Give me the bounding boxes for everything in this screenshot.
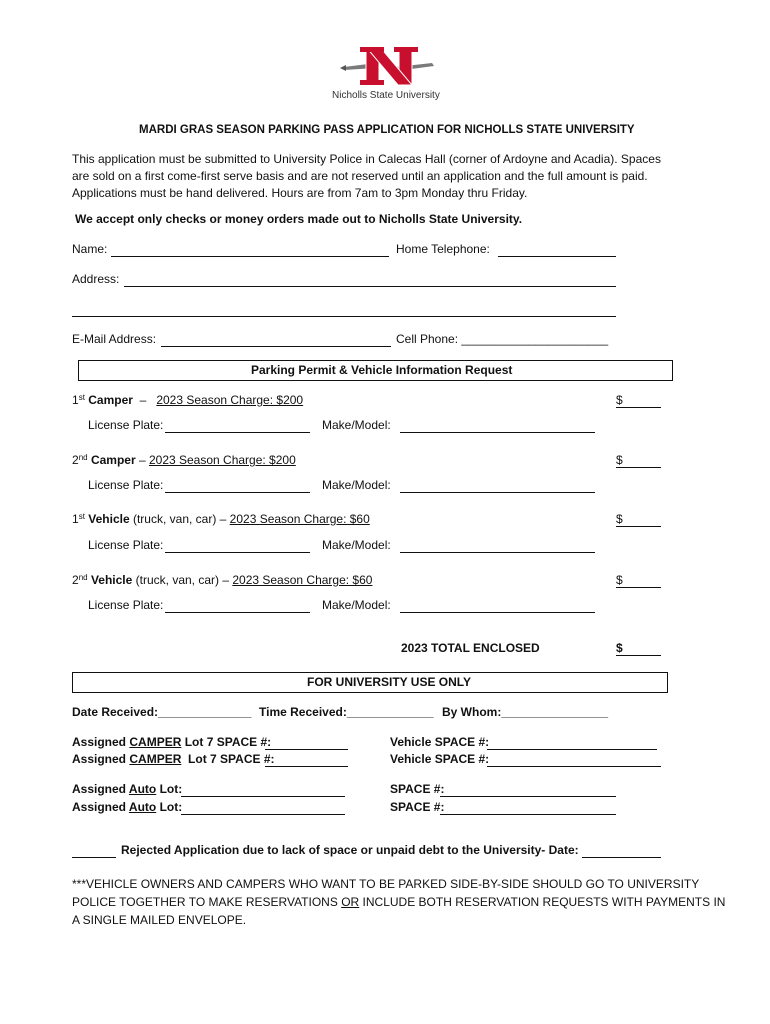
item-sup: st [78,512,85,521]
item-2nd-vehicle [72,573,372,588]
item-dollar: $ [616,512,623,526]
make-model-label: Make/Model: [322,598,391,612]
assigned-label: Assigned [72,800,129,814]
item-1st-vehicle [72,512,370,527]
university-use-header: FOR UNIVERSITY USE ONLY [307,675,472,689]
vehicle-space-label-1: Vehicle SPACE #: [390,735,490,749]
form-title: MARDI GRAS SEASON PARKING PASS APPLICATION FOR NICHOLLS STATE UNIVERSITY [139,124,635,136]
logo-text: Nicholls State University [332,90,440,101]
make-model-field-1[interactable] [400,432,595,433]
rejected-date-field[interactable] [582,857,661,858]
lot-label: Lot: [156,800,183,814]
nicholls-n-logo [336,44,446,88]
footer-part: INCLUDE BOTH RESERVATION REQUESTS WITH PAYMENTS IN [359,895,726,909]
auto-label: Auto [128,782,157,796]
amount-field-4[interactable] [616,587,661,588]
item-charge: 2023 Season Charge: $200 [156,393,304,407]
item-sep: – [132,393,153,407]
item-dollar: $ [616,453,623,467]
total-dollar: $ [616,641,623,655]
license-plate-field-2[interactable] [165,492,310,493]
item-charge: 2023 Season Charge: $200 [148,453,296,467]
assigned-label: Assigned [72,752,130,766]
address-field-1[interactable] [124,286,616,287]
rejected-label: Rejected Application due to lack of space or unpaid debt to the University- Date: [121,843,579,857]
space-label-1: SPACE #: [390,782,445,796]
total-label: 2023 TOTAL ENCLOSED [401,641,540,655]
lot-label: Lot 7 SPACE #: [181,752,275,766]
space-field-2[interactable] [440,814,616,815]
permit-header: Parking Permit & Vehicle Information Request [251,363,513,377]
make-model-label: Make/Model: [322,538,391,552]
item-ord: 1 [72,393,79,407]
make-model-field-2[interactable] [400,492,595,493]
license-plate-label: License Plate: [88,478,164,492]
camper-space-field-1[interactable] [265,749,348,750]
item-sup: nd [78,453,88,462]
item-label: Camper [90,453,136,467]
auto-lot-field-2[interactable] [181,814,345,815]
home-phone-label: Home Telephone: [396,242,490,256]
vehicle-space-field-1[interactable] [487,749,657,750]
date-received-field[interactable]: Date Received:______________ [72,705,252,719]
university-logo [332,44,446,106]
intro-line-3: Applications must be hand delivered. Hours are from 7am to 3pm Monday thru Friday. [72,186,528,200]
assigned-label: Assigned [72,735,130,749]
item-ord: 1 [72,512,79,526]
camper-space-field-2[interactable] [265,766,348,767]
item-charge: 2023 Season Charge: $60 [229,512,370,526]
item-ord: 2 [72,453,79,467]
by-whom-field[interactable]: By Whom:________________ [442,705,609,719]
name-field[interactable] [111,256,389,257]
amount-field-2[interactable] [616,467,661,468]
item-sep: – [135,453,149,467]
make-model-label: Make/Model: [322,418,391,432]
assigned-auto-1 [72,782,182,797]
make-model-field-4[interactable] [400,612,595,613]
item-charge: 2023 Season Charge: $60 [232,573,373,587]
footer-part: POLICE TOGETHER TO MAKE RESERVATIONS [72,895,342,909]
footer-line-3: A SINGLE MAILED ENVELOPE. [72,913,247,927]
amount-field-3[interactable] [616,526,661,527]
license-plate-label: License Plate: [88,598,164,612]
assigned-camper-2 [72,752,275,767]
assigned-auto-2 [72,800,182,815]
rejected-check-field[interactable] [72,857,116,858]
lot-label: Lot: [156,782,183,796]
camper-label: CAMPER [129,752,182,766]
item-2nd-camper [72,453,296,468]
amount-field-1[interactable] [616,407,661,408]
address-label: Address: [72,272,120,286]
email-label: E-Mail Address: [72,332,157,346]
lot-label: Lot 7 SPACE #: [181,735,272,749]
item-ord: 2 [72,573,79,587]
item-label: Vehicle [88,512,130,526]
assigned-label: Assigned [72,782,129,796]
license-plate-label: License Plate: [88,538,164,552]
make-model-field-3[interactable] [400,552,595,553]
license-plate-field-4[interactable] [165,612,310,613]
item-desc: (truck, van, car) – [132,573,233,587]
item-label: Camper [88,393,133,407]
home-phone-field[interactable] [498,256,616,257]
item-sup: st [78,393,85,402]
license-plate-label: License Plate: [88,418,164,432]
intro-line-2: are sold on a first come-first serve basis and are not reserved until an application and the full amount is paid. [72,169,648,183]
item-label: Vehicle [90,573,133,587]
space-label-2: SPACE #: [390,800,445,814]
cell-phone-field[interactable]: Cell Phone: ______________________ [396,332,609,346]
item-1st-camper [72,393,303,408]
total-field[interactable] [616,655,661,656]
name-label: Name: [72,242,108,256]
vehicle-space-field-2[interactable] [487,766,661,767]
assigned-camper-1 [72,735,271,750]
item-desc: (truck, van, car) – [129,512,230,526]
camper-label: CAMPER [129,735,182,749]
make-model-label: Make/Model: [322,478,391,492]
space-field-1[interactable] [440,796,616,797]
item-dollar: $ [616,573,623,587]
footer-or: OR [341,895,360,909]
item-dollar: $ [616,393,623,407]
item-sup: nd [78,573,88,582]
payment-note: We accept only checks or money orders made out to Nicholls State University. [75,212,523,226]
license-plate-field-3[interactable] [165,552,310,553]
address-field-2[interactable] [72,316,616,317]
auto-lot-field-1[interactable] [181,796,345,797]
license-plate-field-1[interactable] [165,432,310,433]
footer-line-1: ***VEHICLE OWNERS AND CAMPERS WHO WANT TO BE PARKED SIDE-BY-SIDE SHOULD GO TO UNIVERSITY [72,877,700,891]
email-field[interactable] [161,346,391,347]
footer-line-2 [72,895,725,910]
vehicle-space-label-2: Vehicle SPACE #: [390,752,490,766]
time-received-field[interactable]: Time Received:_____________ [259,705,434,719]
auto-label: Auto [128,800,157,814]
intro-line-1: This application must be submitted to University Police in Calecas Hall (corner of Ardoyne and Acadia). Spaces [72,152,661,166]
